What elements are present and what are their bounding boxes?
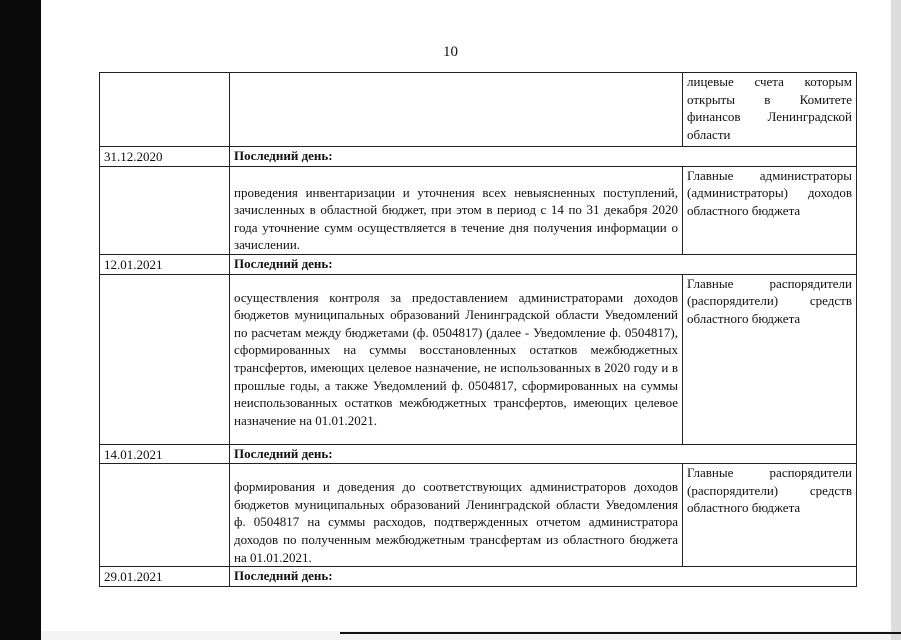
date-cell: 12.01.2021 [100, 254, 230, 274]
deadline-label: Последний день: [230, 147, 857, 167]
description-cell: проведения инвентаризации и уточнения всех невыясненных поступлений, зачисленных в областной бюджет, при этом в период с 14 по 31 декабря 2020 года уточнение сумм осуществляется в течение дня получения информации о зачислении. [230, 166, 683, 254]
date-cell [100, 166, 230, 254]
date-cell [100, 73, 230, 147]
date-cell: 29.01.2021 [100, 567, 230, 587]
date-cell: 31.12.2020 [100, 147, 230, 167]
responsible-cell: лицевые счета которым открыты в Комитете финансов Ленинградской области [683, 73, 857, 147]
date-cell [100, 464, 230, 567]
date-row [100, 444, 857, 464]
date-row [100, 254, 857, 274]
table-row [100, 166, 857, 254]
deadline-label: Последний день: [230, 567, 857, 587]
date-row [100, 567, 857, 587]
description-cell: формирования и доведения до соответствующих администраторов доходов бюджетов муниципальных образований Ленинградской области Уведомления ф. 0504817 на суммы расходов, подтвержденных отчетом администратора доходов по полученным межбюджетным трансфертам из областного бюджета на 01.01.2021. [230, 464, 683, 567]
deadline-label: Последний день: [230, 444, 857, 464]
responsible-cell: Главные распорядители (распорядители) средств областного бюджета [683, 274, 857, 444]
scan-bottom-line [340, 632, 901, 634]
table-row [100, 274, 857, 444]
scan-left-edge [0, 0, 41, 640]
table-row [100, 73, 857, 147]
description-cell [230, 73, 683, 147]
date-cell [100, 274, 230, 444]
date-cell: 14.01.2021 [100, 444, 230, 464]
date-row [100, 147, 857, 167]
description-cell: осуществления контроля за предоставлением администраторами доходов бюджетов муниципальных образований Ленинградской области Уведомлений по расчетам между бюджетами (ф. 0504817) (далее - Уведомление ф. 0504817), сформированных на суммы восстановленных остатков межбюджетных трансфертов, имеющих целевое назначение, не использованных в 2020 году и в прошлые годы, а также Уведомлений ф. 0504817, сформированных на суммы неиспользованных остатков межбюджетных трансфертов, имеющих целевое назначение на 01.01.2021. [230, 274, 683, 444]
responsible-cell: Главные администраторы (администраторы) доходов областного бюджета [683, 166, 857, 254]
page-number: 10 [443, 44, 458, 60]
responsible-cell: Главные распорядители (распорядители) средств областного бюджета [683, 464, 857, 567]
scan-right-edge [891, 0, 901, 640]
table-row [100, 464, 857, 567]
deadline-label: Последний день: [230, 254, 857, 274]
schedule-table [99, 72, 857, 587]
